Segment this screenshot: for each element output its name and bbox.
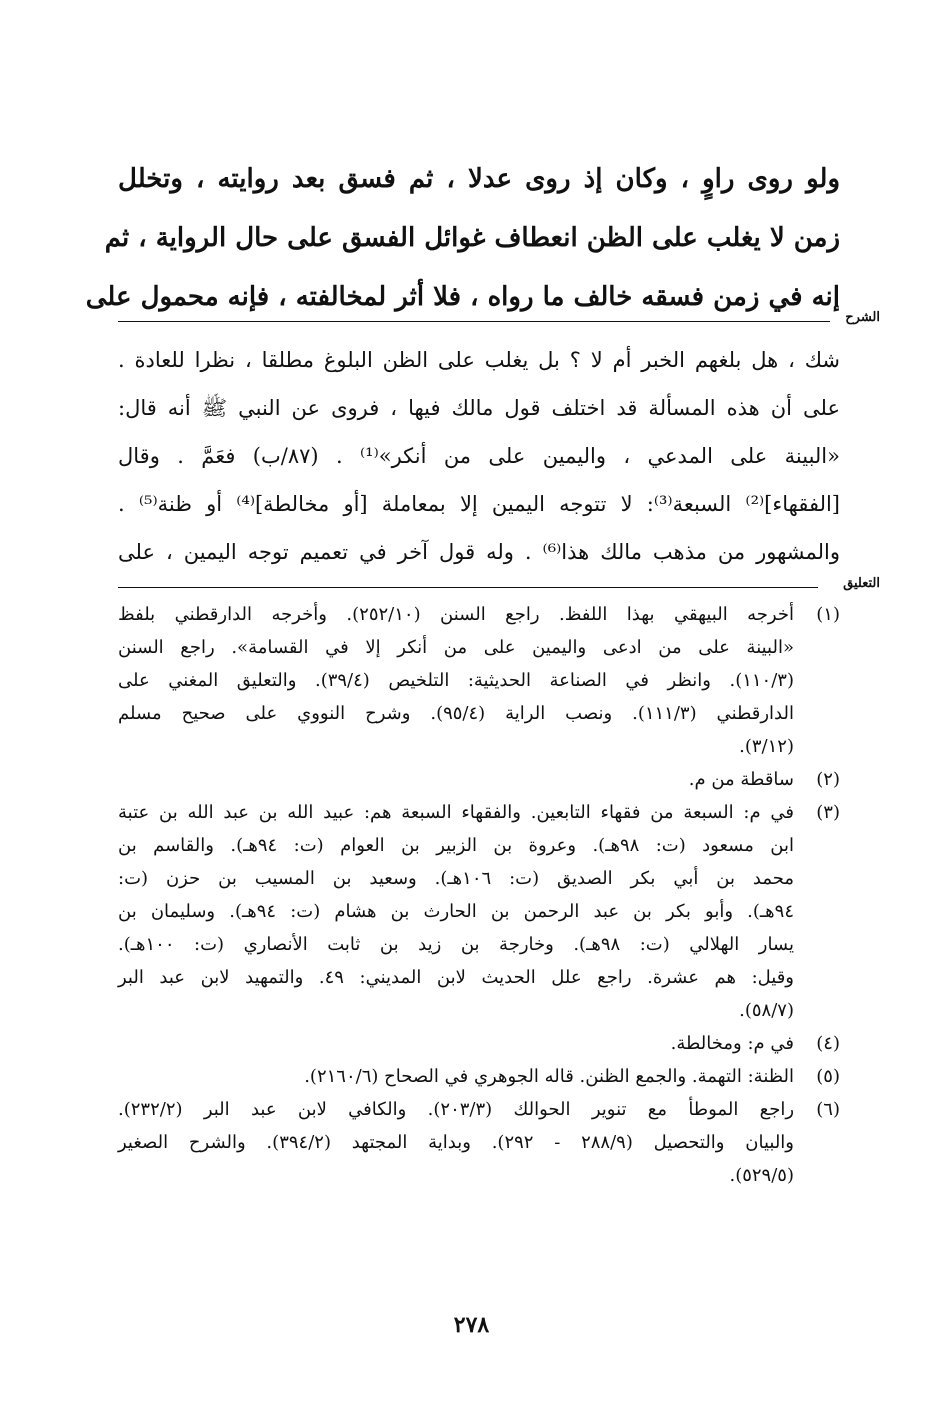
- footnote-line: (٥٨/٧).: [739, 1000, 794, 1021]
- footnote-line: (٣/١٢).: [739, 736, 794, 757]
- footnote-number: (٥): [816, 1066, 840, 1087]
- footnote-number: (١): [816, 604, 840, 625]
- sharh-divider: [118, 310, 880, 332]
- taliq-rule: [118, 587, 818, 588]
- sharh-line: «البينة على المدعي ، واليمين على من أنكر»⁽¹⁾ . (٨٧/ب) فعَمَّ . وقال: [118, 444, 840, 468]
- matn-line: إنه في زمن فسقه خالف ما رواه ، فلا أثر لمخالفته ، فإنه محمول على: [85, 282, 840, 312]
- footnote-line: (١١٠/٣). وانظر في الصناعة الحديثية: التلخيص (٣٩/٤). والتعليق المغني على: [118, 670, 794, 691]
- footnote-line: والبيان والتحصيل (٢٨٨/٩ - ٢٩٢). وبداية المجتهد (٣٩٤/٢). والشرح الصغير: [118, 1132, 794, 1153]
- footnote-line: ٩٤هـ). وأبو بكر بن عبد الرحمن بن الحارث بن هشام (ت: ٩٤هـ). وسليمان بن: [118, 901, 794, 922]
- sharh-line: على أن هذه المسألة قد اختلف قول مالك فيها ، فروى عن النبي ﷺ أنه قال:: [118, 396, 840, 420]
- footnote-line: أخرجه البيهقي بهذا اللفظ. راجع السنن (٢٥٢/١٠). وأخرجه الدارقطني بلفظ: [118, 604, 794, 625]
- footnote-line: ابن مسعود (ت: ٩٨هـ). وعروة بن الزبير بن العوام (ت: ٩٤هـ). والقاسم بن: [118, 835, 794, 856]
- footnote-line: يسار الهلالي (ت: ٩٨هـ). وخارجة بن زيد بن ثابت الأنصاري (ت: ١٠٠هـ).: [118, 934, 795, 955]
- footnote-number: (٦): [816, 1099, 840, 1120]
- sharh-text: [118, 336, 840, 576]
- taliq-label: التعليق: [843, 576, 880, 591]
- footnote-line: (٥٢٩/٥).: [729, 1165, 794, 1186]
- sharh-rule: [118, 321, 830, 322]
- matn-line: زمن لا يغلب على الظن انعطاف غوائل الفسق على حال الرواية ، ثم: [104, 223, 840, 253]
- footnote: [118, 598, 840, 763]
- footnote-line: راجع الموطأ مع تنوير الحوالك (٢٠٣/٣). والكافي لابن عبد البر (٢٣٢/٢).: [118, 1099, 795, 1120]
- sharh-line: شك ، هل بلغهم الخبر أم لا ؟ بل يغلب على الظن البلوغ مطلقا ، نظرا للعادة .: [118, 348, 840, 372]
- matn-text: [85, 150, 840, 327]
- footnote-line: في م: ومخالطة.: [670, 1033, 794, 1054]
- footnote-line: «البينة على من ادعى واليمين على من أنكر إلا في القسامة». راجع السنن: [118, 637, 794, 658]
- footnote-line: الظنة: التهمة. والجمع الظنن. قاله الجوهري في الصحاح (٢١٦٠/٦).: [304, 1066, 794, 1087]
- sharh-line: [الفقهاء]⁽²⁾ السبعة⁽³⁾: لا تتوجه اليمين إلا بمعاملة [أو مخالطة]⁽⁴⁾ أو ظنة⁽⁵⁾ .: [118, 492, 840, 516]
- matn-line: ولو روى راوٍ ، وكان إذ روى عدلا ، ثم فسق بعد روايته ، وتخلل: [118, 164, 840, 194]
- footnote: [118, 1027, 840, 1060]
- footnote-number: (٤): [816, 1033, 840, 1054]
- footnote: [118, 763, 840, 796]
- sharh-line: والمشهور من مذهب مالك هذا⁽⁶⁾ . وله قول آخر في تعميم توجه اليمين ، على: [118, 540, 841, 564]
- sharh-label: الشرح: [845, 310, 880, 325]
- footnote-line: ساقطة من م.: [688, 769, 794, 790]
- footnote-line: الدارقطني (١١١/٣). ونصب الراية (٩٥/٤). وشرح النووي على صحيح مسلم: [118, 703, 794, 724]
- footnote-number: (٣): [816, 802, 840, 823]
- footnote-line: وقيل: هم عشرة. راجع علل الحديث لابن المديني: ٤٩. والتمهيد لابن عبد البر: [118, 967, 794, 988]
- footnote: [118, 1093, 840, 1192]
- taliq-divider: [118, 576, 880, 598]
- footnote: [118, 796, 840, 1027]
- footnote-line: في م: السبعة من فقهاء التابعين. والفقهاء السبعة هم: عبيد الله بن عبد الله بن عتبة: [118, 802, 794, 823]
- page-number: ٢٧٨: [453, 1312, 490, 1338]
- footnote-line: محمد بن أبي بكر الصديق (ت: ١٠٦هـ). وسعيد بن المسيب بن حزن (ت:: [118, 868, 795, 889]
- footnote-number: (٢): [816, 769, 840, 790]
- footnotes: [118, 598, 840, 1192]
- footnote: [118, 1060, 840, 1093]
